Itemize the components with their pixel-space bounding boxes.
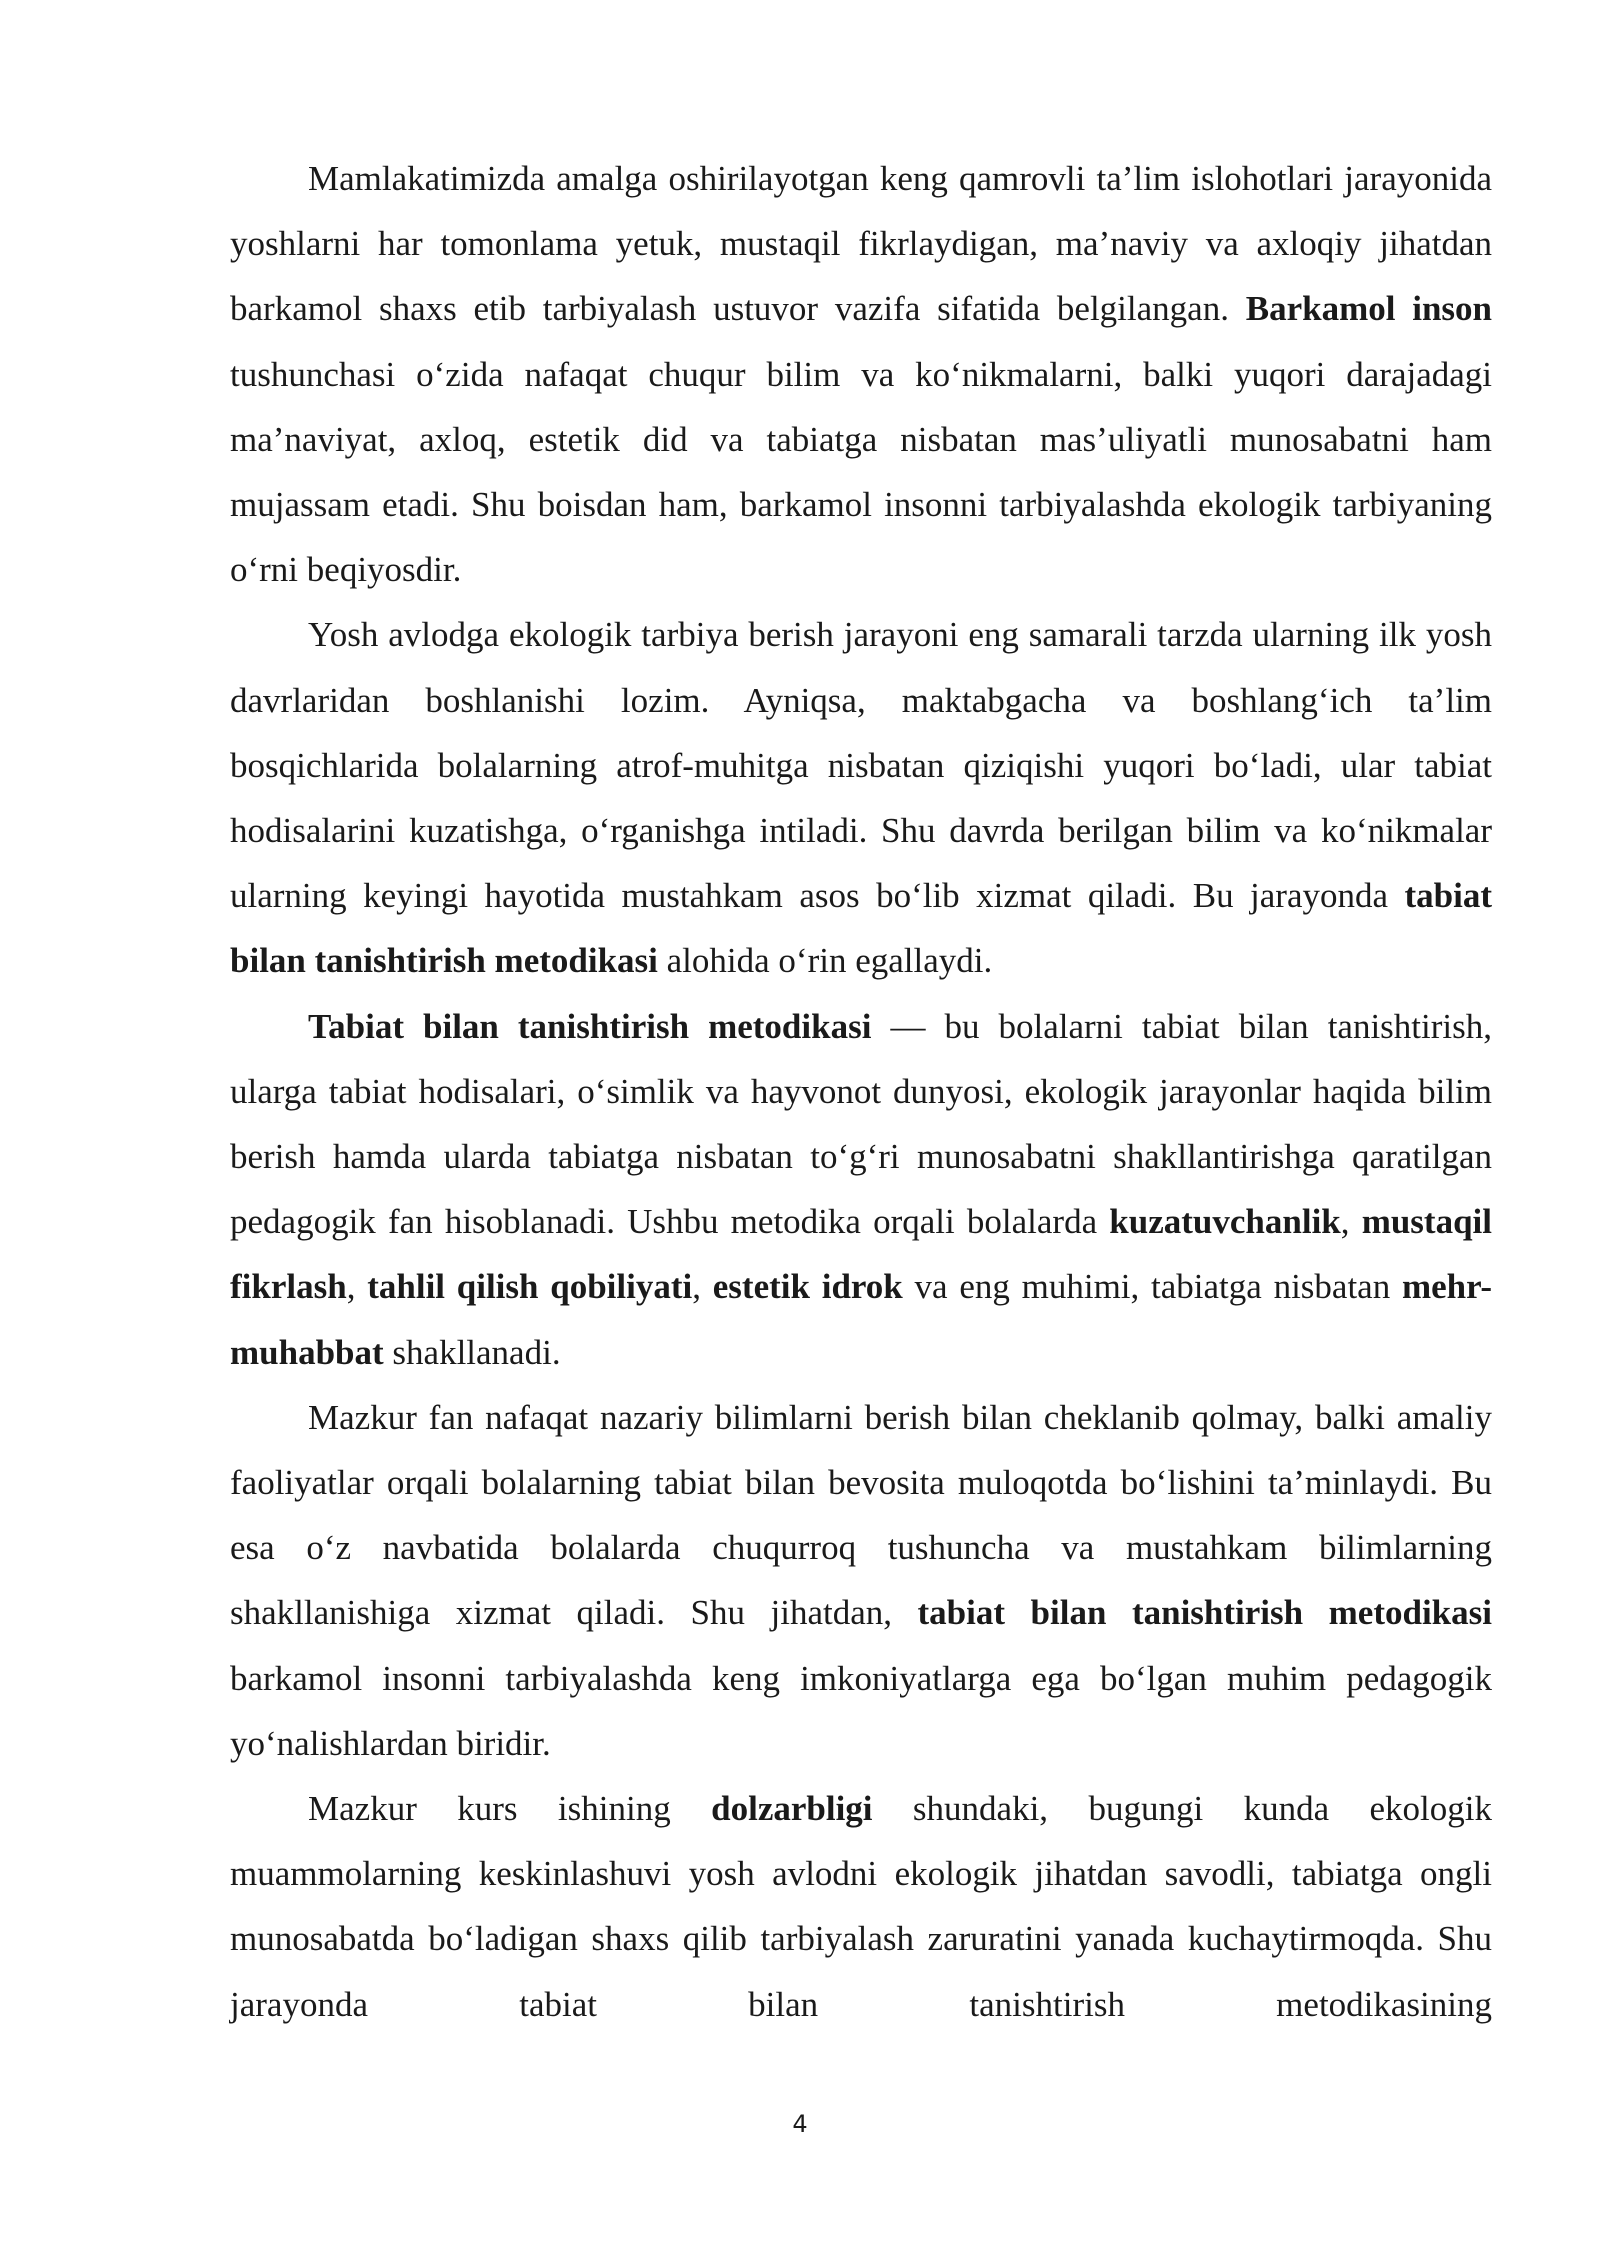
paragraph: Mamlakatimizda amalga oshirilayotgan keng qamrovli ta’lim islohotlari jarayonida yoshlarni har tomonlama yetuk, mustaqil fikrlaydigan, ma’naviy va axloqiy jihatdan barkamol shaxs etib tarbiyalash ustuvor vazifa sifatida belgilangan. Barkamol inson tushunchasi o‘zida nafaqat chuqur bilim va ko‘nikmalarni, balki yuqori darajadagi ma’naviyat, axloq, estetik did va tabiatga nisbatan mas’uliyatli munosabatni ham mujassam etadi. Shu boisdan ham, barkamol insonni tarbiyalashda ekologik tarbiyaning o‘rni beqiyosdir. [230, 159, 1493, 590]
page-number: 4 [792, 2110, 808, 2138]
document-page [230, 146, 1492, 2037]
bold-term: kuzatuvchanlik [1109, 1202, 1341, 1242]
paragraph: Yosh avlodga ekologik tarbiya berish jarayoni eng samarali tarzda ularning ilk yosh davrlaridan boshlanishi lozim. Ayniqsa, maktabgacha va boshlang‘ich ta’lim bosqichlarida bolalarning atrof-muhitga nisbatan qiziqishi yuqori bo‘ladi, ular tabiat hodisalarini kuzatishga, o‘rganishga intiladi. Shu davrda berilgan bilim va ko‘nikmalar ularning keyingi hayotida mustahkam asos bo‘lib xizmat qiladi. Bu jarayonda tabiat bilan tanishtirish metodikasi alohida o‘rin egallaydi. [230, 615, 1492, 981]
bold-term: tabiat bilan tanishtirish metodikasi [230, 876, 1492, 981]
paragraph: Mazkur fan nafaqat nazariy bilimlarni berish bilan cheklanib qolmay, balki amaliy faoliyatlar orqali bolalarning tabiat bilan bevosita muloqotda bo‘lishini ta’minlaydi. Bu esa o‘z navbatida bolalarda chuqurroq tushuncha va mustahkam bilimlarning shakllanishiga xizmat qiladi. Shu jihatdan, tabiat bilan tanishtirish metodikasi barkamol insonni tarbiyalashda keng imkoniyatlarga ega bo‘lgan muhim pedagogik yo‘nalishlardan biridir. [230, 1397, 1492, 1763]
bold-term: Tabiat bilan tanishtirish metodikasi [308, 1006, 872, 1046]
bold-term: estetik idrok [712, 1267, 903, 1307]
paragraph: Mazkur kurs ishining dolzarbligi shundaki, bugungi kunda ekologik muammolarning keskinlashuvi yosh avlodni ekologik jihatdan savodli, tabiatga ongli munosabatda bo‘ladigan shaxs qilib tarbiyalash zaruratini yanada kuchaytirmoqda. Shu jarayonda tabiat bilan tanishtirish metodikasining [230, 1789, 1493, 2024]
bold-term: mehr-muhabbat [230, 1267, 1493, 1372]
paragraph: Tabiat bilan tanishtirish metodikasi — bu bolalarni tabiat bilan tanishtirish, ularga tabiat hodisalari, o‘simlik va hayvonot dunyosi, ekologik jarayonlar haqida bilim berish hamda ularda tabiatga nisbatan to‘g‘ri munosabatni shakllantirishga qaratilgan pedagogik fan hisoblanadi. Ushbu metodika orqali bolalarda kuzatuvchanlik, mustaqil fikrlash, tahlil qilish qobiliyati, estetik idrok va eng muhimi, tabiatga nisbatan mehr-muhabbat shakllanadi. [230, 1006, 1493, 1372]
bold-term: dolzarbligi [711, 1789, 873, 1829]
bold-term: mustaqil fikrlash [230, 1202, 1492, 1307]
bold-term: tabiat bilan tanishtirish metodikasi [917, 1593, 1492, 1633]
bold-term: tahlil qilish qobiliyati [367, 1267, 693, 1307]
bold-term: Barkamol inson [1245, 289, 1493, 329]
